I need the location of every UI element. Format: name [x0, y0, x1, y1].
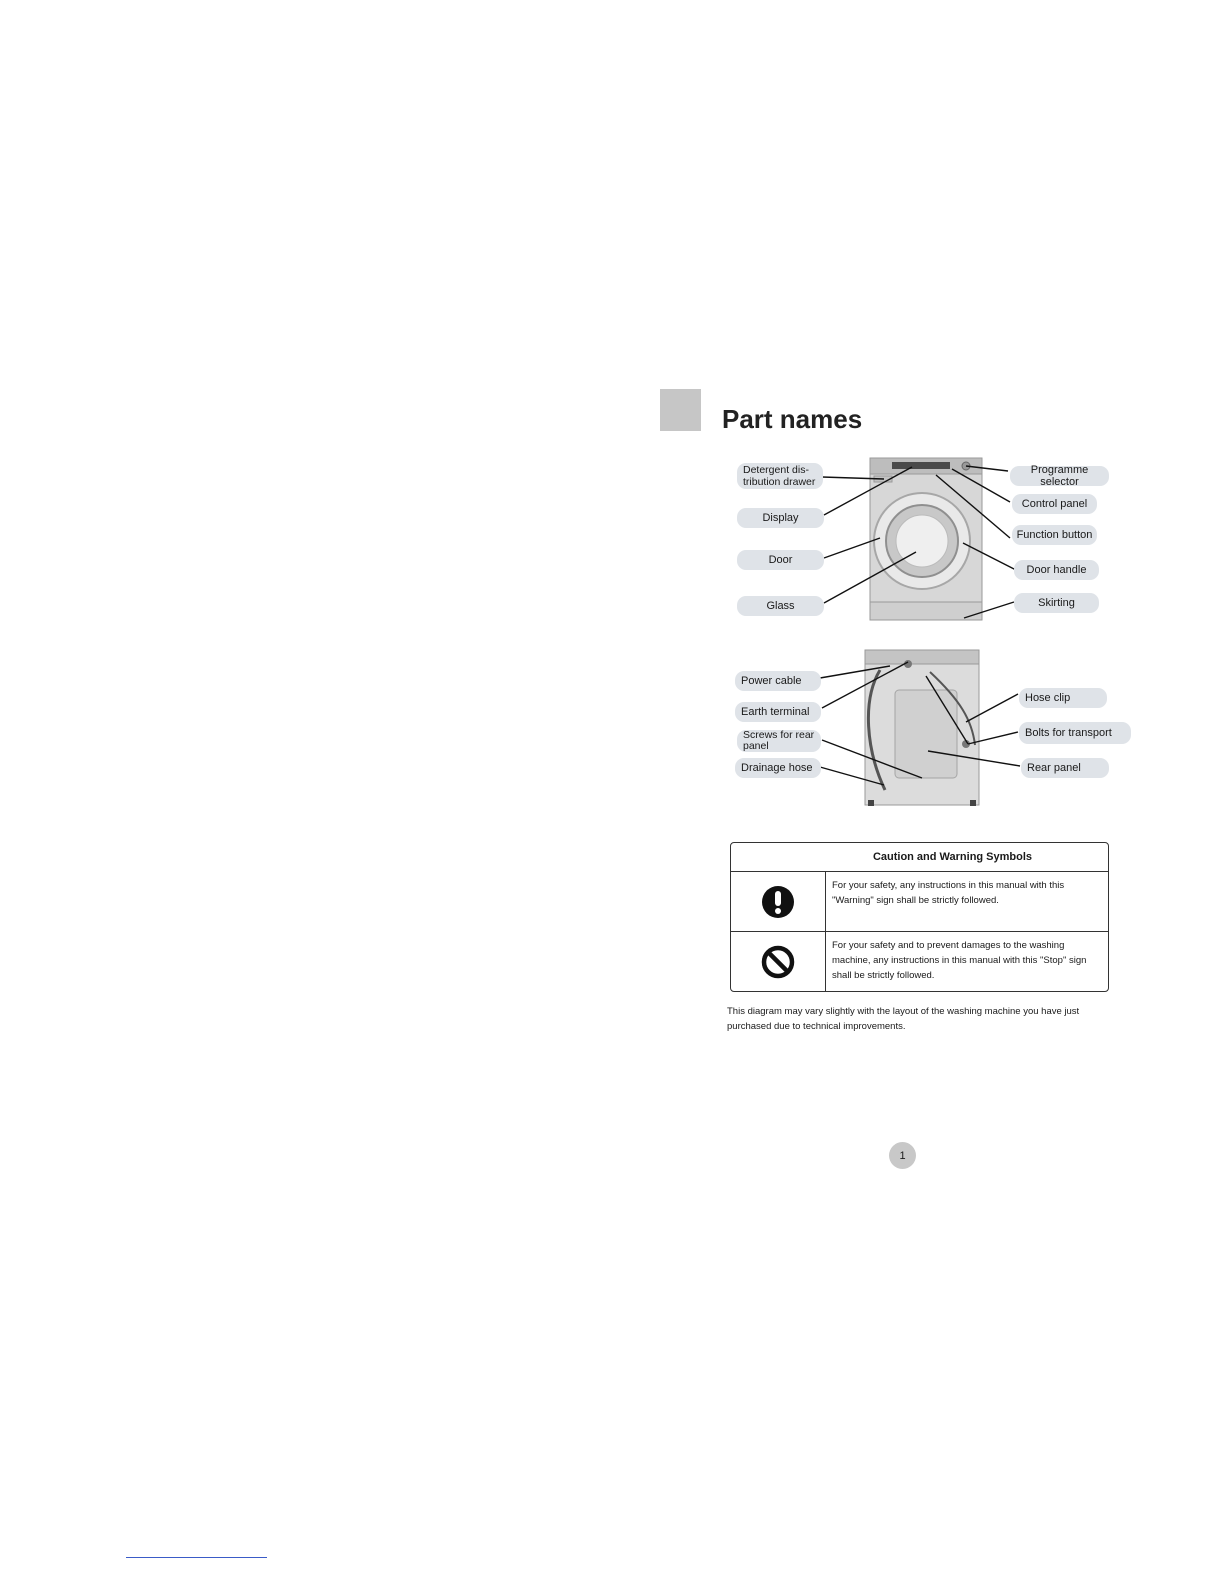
caution-row-warning: [731, 872, 1108, 931]
label-glass: Glass: [737, 596, 824, 616]
stop-instruction-text: For your safety and to prevent damages to the washing machine, any instructions in this manual with this "Stop" sign shall be strictly followed.: [832, 940, 1087, 981]
label-bolts-for-transport: Bolts for transport: [1019, 722, 1131, 744]
stop-prohibition-icon: [760, 944, 796, 980]
caution-table-heading: Caution and Warning Symbols: [731, 843, 1108, 872]
label-drainage-hose: Drainage hose: [735, 758, 821, 778]
label-programme-selector: Programme selector: [1010, 466, 1109, 486]
label-rear-panel: Rear panel: [1021, 758, 1109, 778]
label-function-button: Function button: [1012, 525, 1097, 545]
label-control-panel: Control panel: [1012, 494, 1097, 514]
diagram-footnote: This diagram may vary slightly with the layout of the washing machine you have just purchased due to technical improvements.: [727, 1006, 1080, 1032]
warning-instruction-text: For your safety, any instructions in this manual with this "Warning" sign shall be strictly followed.: [832, 880, 1065, 906]
footer-underline-link[interactable]: [126, 1557, 267, 1558]
label-power-cable: Power cable: [735, 671, 821, 691]
label-earth-terminal: Earth terminal: [735, 702, 821, 722]
page-title: Part names: [722, 404, 863, 434]
label-display: Display: [737, 508, 824, 528]
label-screws-rear-panel: Screws for rear panel: [737, 730, 821, 752]
label-door-handle: Door handle: [1014, 560, 1099, 580]
label-detergent-drawer: Detergent dis- tribution drawer: [737, 463, 823, 489]
warning-exclamation-icon: [761, 885, 795, 919]
label-hose-clip: Hose clip: [1019, 688, 1107, 708]
label-skirting: Skirting: [1014, 593, 1099, 613]
label-door: Door: [737, 550, 824, 570]
caution-warning-table: [730, 842, 1109, 992]
page-number: 1: [889, 1142, 916, 1169]
caution-row-stop: [731, 931, 1108, 992]
